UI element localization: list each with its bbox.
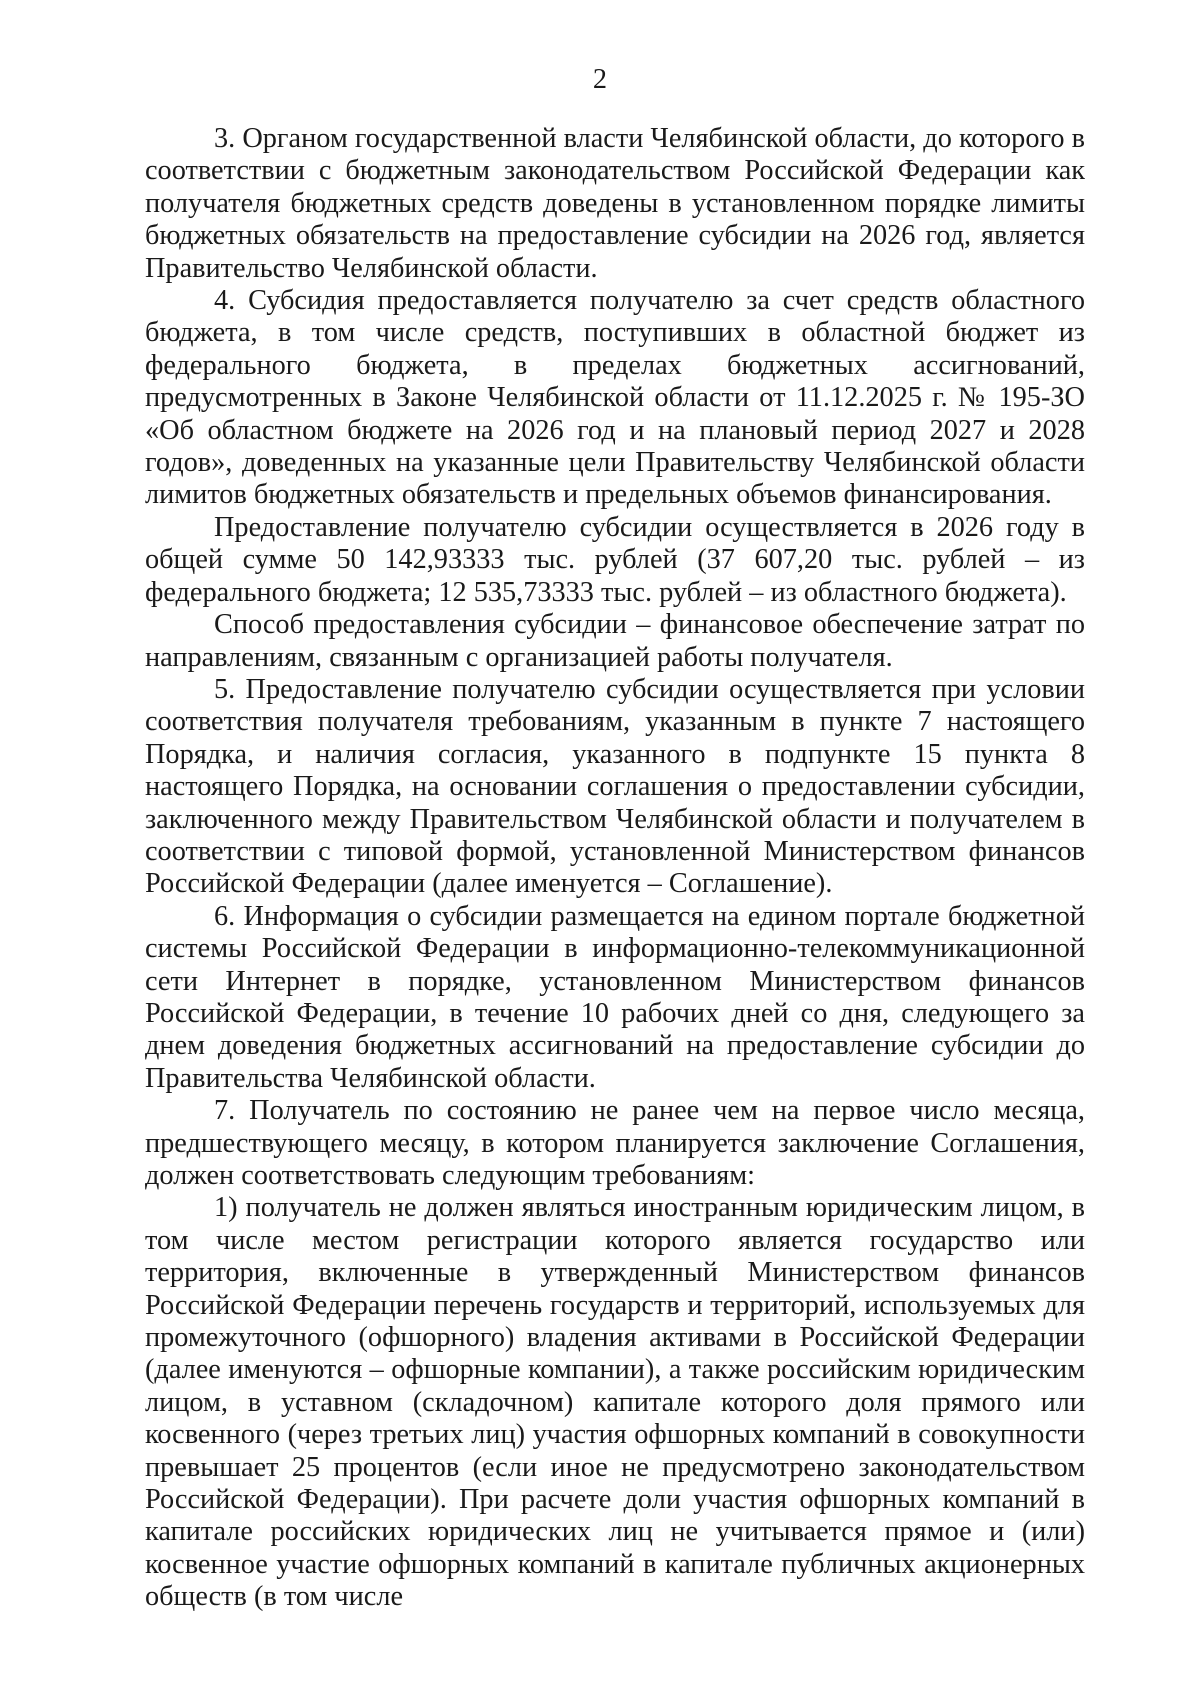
paragraph-7-requirements: 7. Получатель по состоянию не ранее чем на первое число месяца, предшествующего месяцу, в котором планируется заключение Соглашения, должен соответствовать следующим требованиям: [145, 1095, 1085, 1191]
paragraph-subsidy-method: Способ предоставления субсидии – финансовое обеспечение затрат по направлениям, связанным с организацией работы получателя. [145, 609, 1085, 673]
paragraph-requirement-1-offshore: 1) получатель не должен являться иностранным юридическим лицом, в том числе местом регистрации которого является государство или территория, включенные в утвержденный Министерством финансов Российской Федерации перечень государств и территорий, используемых для промежуточного (офшорного) владения активами в Российской Федерации (далее именуются – офшорные компании), а также российским юридическим лицом, в уставном (складочном) капитале которого доля прямого или косвенного (через третьих лиц) участия офшорных компаний в совокупности превышает 25 процентов (если иное не предусмотрено законодательством Российской Федерации). При расчете доли участия офшорных компаний в капитале российских юридических лиц не учитывается прямое и (или) косвенное участие офшорных компаний в капитале публичных акционерных обществ (в том числе [145, 1192, 1085, 1613]
paragraph-6-information-posting: 6. Информация о субсидии размещается на едином портале бюджетной системы Российской Федерации в информационно-телекоммуникационной сети Интернет в порядке, установленном Министерством финансов Российской Федерации, в течение 10 рабочих дней со дня, следующего за днем доведения бюджетных ассигнований на предоставление субсидии до Правительства Челябинской области. [145, 900, 1085, 1094]
page-number: 2 [592, 64, 608, 95]
paragraph-4-subsidy-source: 4. Субсидия предоставляется получателю за счет средств областного бюджета, в том числе средств, поступивших в областной бюджет из федерального бюджета, в пределах бюджетных ассигнований, предусмотренных в Законе Челябинской области от 11.12.2025 г. № 195-ЗО «Об областном бюджете на 2026 год и на плановый период 2027 и 2028 годов», доведенных на указанные цели Правительству Челябинской области лимитов бюджетных обязательств и предельных объемов финансирования. [145, 285, 1085, 511]
paragraph-subsidy-amount: Предоставление получателю субсидии осуществляется в 2026 году в общей сумме 50 142,93333 тыс. рублей (37 607,20 тыс. рублей – из федерального бюджета; 12 535,73333 тыс. рублей – из областного бюджета). [145, 511, 1085, 608]
paragraph-3-executive-body: 3. Органом государственной власти Челябинской области, до которого в соответствии с бюджетным законодательством Российской Федерации как получателя бюджетных средств доведены в установленном порядке лимиты бюджетных обязательств на предоставление субсидии на 2026 год, является Правительство Челябинской области. [145, 123, 1085, 284]
paragraph-5-agreement-conditions: 5. Предоставление получателю субсидии осуществляется при условии соответствия получателя требованиям, указанным в пункте 7 настоящего Порядка, и наличия согласия, указанного в подпункте 15 пункта 8 настоящего Порядка, на основании соглашения о предоставлении субсидии, заключенного между Правительством Челябинской области и получателем в соответствии с типовой формой, установленной Министерством финансов Российской Федерации (далее именуется – Соглашение). [145, 673, 1085, 900]
document-body [145, 123, 1085, 1614]
